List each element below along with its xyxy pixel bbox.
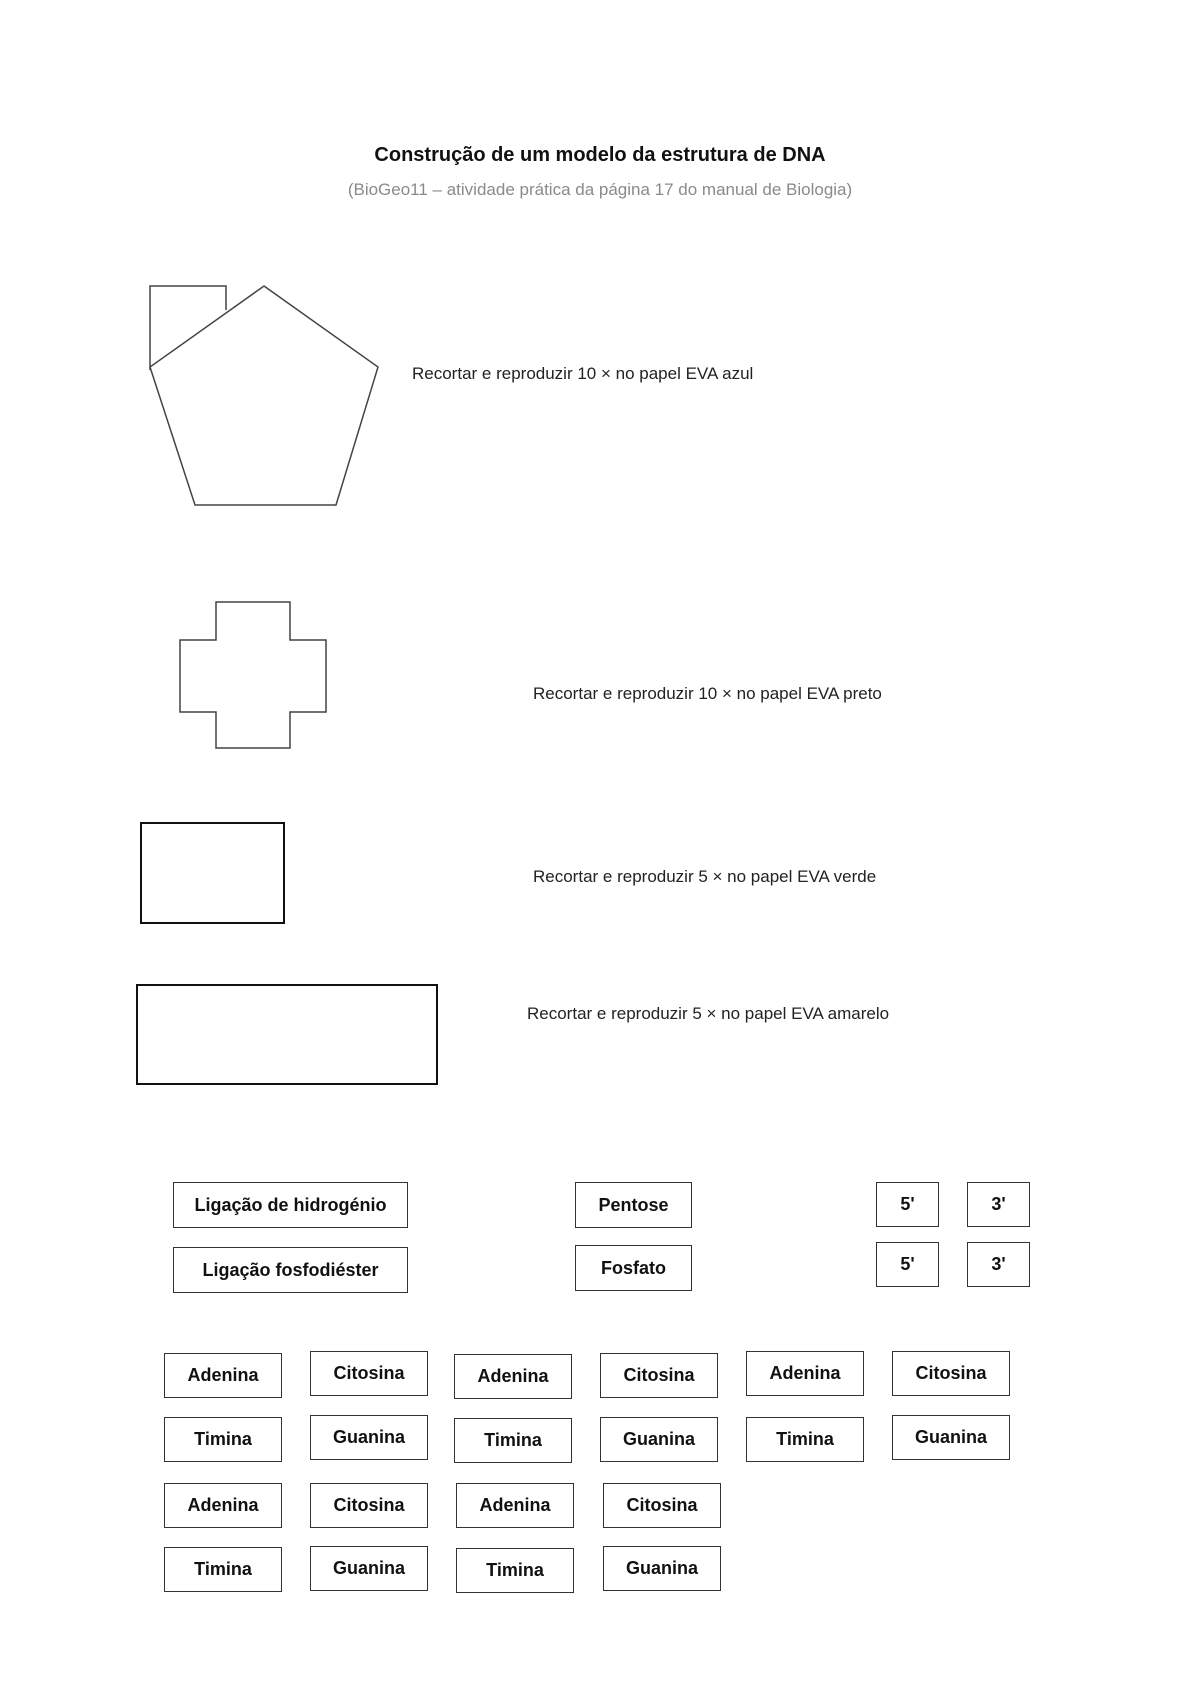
page-title: Construção de um modelo da estrutura de DNA [374, 144, 826, 166]
cross-instruction: Recortar e reproduzir 10 × no papel EVA preto [533, 684, 882, 703]
base-label-guanina: Guanina [892, 1415, 1010, 1460]
base-label-citosina: Citosina [600, 1353, 718, 1398]
end-label-3-prime: 3' [967, 1182, 1030, 1227]
base-label-adenina: Adenina [746, 1351, 864, 1396]
end-label-5-prime: 5' [876, 1242, 939, 1287]
small-rectangle-shape [140, 822, 285, 924]
base-label-citosina: Citosina [310, 1351, 428, 1396]
base-label-timina: Timina [456, 1548, 574, 1593]
pentagon-instruction: Recortar e reproduzir 10 × no papel EVA azul [412, 364, 754, 383]
large-rectangle-instruction: Recortar e reproduzir 5 × no papel EVA amarelo [527, 1004, 890, 1023]
cross-shape [178, 600, 330, 752]
base-label-citosina: Citosina [310, 1483, 428, 1528]
base-label-guanina: Guanina [310, 1546, 428, 1591]
pentagon-shape [140, 280, 380, 520]
component-label-phosphate: Fosfato [575, 1245, 692, 1291]
base-label-guanina: Guanina [600, 1417, 718, 1462]
component-label-pentose: Pentose [575, 1182, 692, 1228]
small-rectangle-instruction: Recortar e reproduzir 5 × no papel EVA verde [533, 867, 877, 886]
base-label-guanina: Guanina [310, 1415, 428, 1460]
base-label-timina: Timina [164, 1547, 282, 1592]
base-label-adenina: Adenina [164, 1483, 282, 1528]
end-label-5-prime: 5' [876, 1182, 939, 1227]
base-label-citosina: Citosina [892, 1351, 1010, 1396]
bond-label-phosphodiester: Ligação fosfodiéster [173, 1247, 408, 1293]
base-label-guanina: Guanina [603, 1546, 721, 1591]
base-label-adenina: Adenina [454, 1354, 572, 1399]
base-label-adenina: Adenina [164, 1353, 282, 1398]
large-rectangle-shape [136, 984, 438, 1085]
base-label-timina: Timina [746, 1417, 864, 1462]
base-label-adenina: Adenina [456, 1483, 574, 1528]
base-label-timina: Timina [164, 1417, 282, 1462]
end-label-3-prime: 3' [967, 1242, 1030, 1287]
page-subtitle: (BioGeo11 – atividade prática da página 17 do manual de Biologia) [347, 180, 853, 199]
base-label-citosina: Citosina [603, 1483, 721, 1528]
bond-label-hydrogen: Ligação de hidrogénio [173, 1182, 408, 1228]
base-label-timina: Timina [454, 1418, 572, 1463]
